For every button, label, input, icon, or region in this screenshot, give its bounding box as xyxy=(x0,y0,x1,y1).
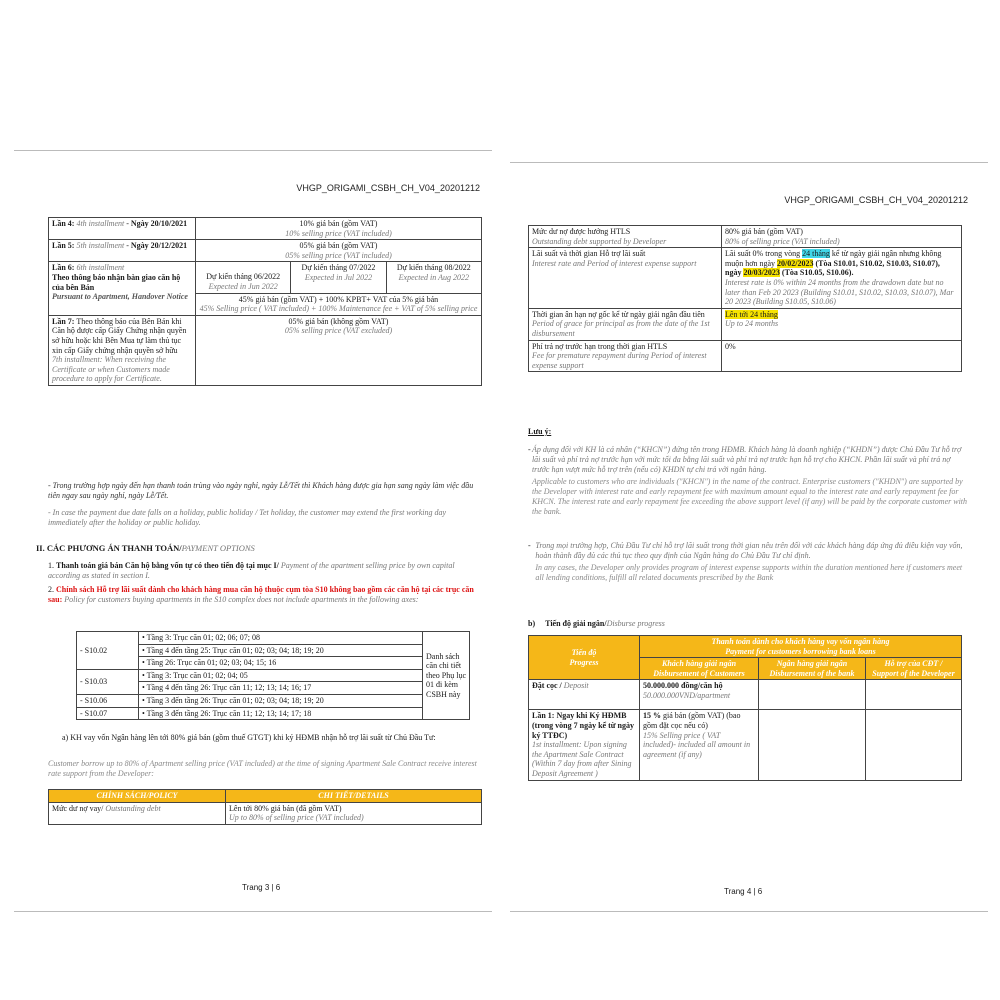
table-row: • Tầng 26: Trục căn 01; 02; 03; 04; 15; 16 xyxy=(77,657,470,670)
table-row: • Tầng 4 đến tầng 25: Trục căn 01; 02; 03; 04; 18; 19; 20 xyxy=(77,644,470,657)
table-row: Lần 5: 5th installment - Ngày 20/12/2021 05% giá bán (gồm VAT) 05% selling price (VAT included) xyxy=(49,240,482,262)
page-number: Trang 4 | 6 xyxy=(724,887,763,896)
table-row: • Tầng 4 đến tầng 26: Trục căn 11; 12; 13; 14; 16; 17 xyxy=(77,682,470,695)
table-row: Phí trả nợ trước hạn trong thời gian HTLS Fee for premature repayment during Period of interest expense support 0% xyxy=(529,340,962,372)
table-row: Thời gian ân hạn nợ gốc kể từ ngày giải ngân đầu tiên Period of grace for principal as from the date of the 1st disbursement Lên tới 24 tháng Up to 24 months xyxy=(529,308,962,340)
sub-item-a-en: Customer borrow up to 80% of Apartment selling price (VAT included) at the time of signing Apartment Sale Contract receive interest rate support from the Developer: xyxy=(48,759,477,778)
document-page-4 xyxy=(510,162,988,912)
document-page-3 xyxy=(14,150,492,912)
table-row: CHÍNH SÁCH/POLICY CHI TIẾT/DETAILS xyxy=(49,790,482,803)
table-row: Khách hàng giải ngân Disbursement of Customers Ngân hàng giải ngân Disbursement of the bank Hỗ trợ của CĐT / Support of the Developer xyxy=(529,658,962,680)
note-bullet-1: - Áp dụng đối với KH là cá nhân (“KHCN”) đứng tên trong HĐMB. Khách hàng là doanh nghiệp (“KHDN”) được Chủ Đầu Tư hỗ trợ lãi suất và phí trả nợ trước hạn với mức tối đa bằng lãi suất và phí trả nợ trước hạn hỗ trợ cho KHCN. Phần lãi suất và phí trả nợ trước hạn vượt mức hỗ trợ trên (nếu có) KHDN tự chi trả với ngân hàng. Applicable to customers who are individuals ("KHCN") in the name of the contract. Enterprise customers ("KHDN") are supported by the Developer with interest rate and early repayment fee with maximum amount equal to the interest rate and early repayment fee for KHCN. The interest rate and early repayment fee exceeding the above support level (if any) will be paid by the corporate customer with the bank. xyxy=(528,445,968,516)
table-row: Mức dư nợ vay/ Outstanding debt Lên tới 80% giá bán (đã gồm VAT) Up to 80% of selling price (VAT included) xyxy=(49,802,482,824)
table-row: Lần 4: 4th installment - Ngày 20/10/2021 10% giá bán (gồm VAT) 10% selling price (VAT included) xyxy=(49,218,482,240)
table-row: - S10.06 • Tầng 3 đến tầng 26: Trục căn 01; 02; 03; 04; 18; 19; 20 xyxy=(77,694,470,707)
table-row: Lần 6: 6th installment Theo thông báo nhận bàn giao căn hộ của bên Bán Pursuant to Apartment, Handover Notice Dự kiến tháng 06/2022 Expected in Jun 2022 Dự kiến tháng 07/2022 Expected in Jul 2022 Dự kiến tháng 08/2022 Expected in Aug 2022 xyxy=(49,262,482,293)
sub-item-b: b) Tiến độ giải ngân/Disburse progress xyxy=(528,619,665,628)
table-row: Đặt cọc / Deposit 50.000.000 đồng/căn hộ 50.000.000VND/apartment xyxy=(529,680,962,710)
table-row: 45% giá bán (gồm VAT) + 100% KPBT+ VAT của 5% giá bán 45% Selling price ( VAT included) + 100% Maintenance fee + VAT of 5% selling price xyxy=(49,293,482,315)
holiday-note-en: - In case the payment due date falls on a holiday, public holiday / Tet holiday, the customer may extend the first working day immediately after the holiday or public holiday. xyxy=(48,508,447,527)
section-title: II. CÁC PHƯƠNG ÁN THANH TOÁN/PAYMENT OPTIONS xyxy=(36,543,255,553)
policy-table xyxy=(48,789,482,825)
option-1: 1. Thanh toán giá bán Căn hộ bằng vốn tự có theo tiến độ tại mục I/ Payment of the apartment selling price by own capital according as stated in section I. xyxy=(48,561,455,580)
table-row: - S10.03 • Tầng 3: Trục căn 01; 02; 04; 05 xyxy=(77,669,470,682)
table-row: Lần 7: Theo thông báo của Bên Bán khi Căn hộ được cấp Giấy Chứng nhận quyền sở hữu hoặc khi Bên Mua tự làm thủ tục xin cấp Giấy chứng nhận quyền sở hữu 7th installment: When receiving the Certificate or when Customers made procedure to apply for Certificate. 05% giá bán (không gồm VAT) 05% selling price (VAT excluded) xyxy=(49,315,482,385)
table-row: Lần 1: Ngay khi Ký HĐMB (trong vòng 7 ngày kể từ ngày ký TTĐC) 1st installment: Upon signing the Apartment Sale Contract (Within 7 day from after Sining Deposit Agreement ) 15 % giá bán (gồm VAT) (bao gồm đặt cọc nếu có) 15% Selling price ( VAT included)- included all amount in agreement (if any) xyxy=(529,710,962,780)
sub-item-a: a) KH vay vốn Ngân hàng lên tới 80% giá bán (gồm thuế GTGT) khi ký HĐMB nhận hỗ trợ lãi suất từ Chủ Đầu Tư: xyxy=(62,733,436,742)
page-header: VHGP_ORIGAMI_CSBH_CH_V04_20201212 xyxy=(296,183,480,193)
interest-support-table xyxy=(528,225,962,372)
excluded-units-table xyxy=(76,631,470,720)
page-header: VHGP_ORIGAMI_CSBH_CH_V04_20201212 xyxy=(784,195,968,205)
holiday-note-vn: - Trong trường hợp ngày đến hạn thanh toán trùng vào ngày nghỉ, ngày Lễ/Tết thì Khách hàng được gia hạn sang ngày làm việc đầu tiên ngay sau ngày nghỉ, ngày Lễ/Tết. xyxy=(48,481,474,500)
table-row: Lãi suất và thời gian Hỗ trợ lãi suất Interest rate and Period of interest expense support Lãi suất 0% trong vòng 24 tháng kể từ ngày giải ngân nhưng không muộn hơn ngày 20/02/2023 (Tòa S10.01, S10.02, S10.03, S10.07), ngày 20/03/2023 (Tòa S10.05, S10.06). Interest rate is 0% within 24 months from the drawdown date but no later than Feb 20 2023 (Building S10.01, S10.02, S10.03, S10.07), Mar 20 2023 (Building S10.05, S10.06) xyxy=(529,248,962,309)
table-row: - S10.02 • Tầng 3: Trục căn 01; 02; 06; 07; 08 Danh sách căn chi tiết theo Phụ lục 01 đi kèm CSBH này xyxy=(77,632,470,645)
page-number: Trang 3 | 6 xyxy=(242,883,281,892)
note-bullet-2: - Trong mọi trường hợp, Chủ Đầu Tư chỉ hỗ trợ lãi suất trong thời gian nêu trên đối với các khách hàng đáp ứng đủ điều kiện vay vốn, hoàn thành đầy đủ các thủ tục theo quy định của Ngân hàng do Chủ Đầu Tư chỉ định. In any cases, the Developer only provides program of interest expense supports within the duration mentioned here if customers meet all lending conditions, fulfill all related documents prescribed by the Bank xyxy=(528,541,963,582)
installment-table xyxy=(48,217,482,386)
disbursement-table xyxy=(528,635,962,781)
table-row: Tiến độ Progress Thanh toán dành cho khách hàng vay vốn ngân hàng Payment for customers borrowing bank loans xyxy=(529,636,962,658)
table-row: Mức dư nợ được hưởng HTLS Outstanding debt supported by Developer 80% giá bán (gồm VAT) 80% of selling price (VAT included) xyxy=(529,226,962,248)
note-heading: Lưu ý: xyxy=(528,427,552,436)
option-2: 2. Chính sách Hỗ trợ lãi suất dành cho khách hàng mua căn hộ thuộc cụm tòa S10 không bao gồm các căn hộ tại các trục căn sau: Policy for customers buying apartments in the S10 complex does not include apartments in the following axes: xyxy=(48,585,474,604)
table-row: - S10.07 • Tầng 3 đến tầng 26: Trục căn 11; 12; 13; 14; 17; 18 xyxy=(77,707,470,720)
